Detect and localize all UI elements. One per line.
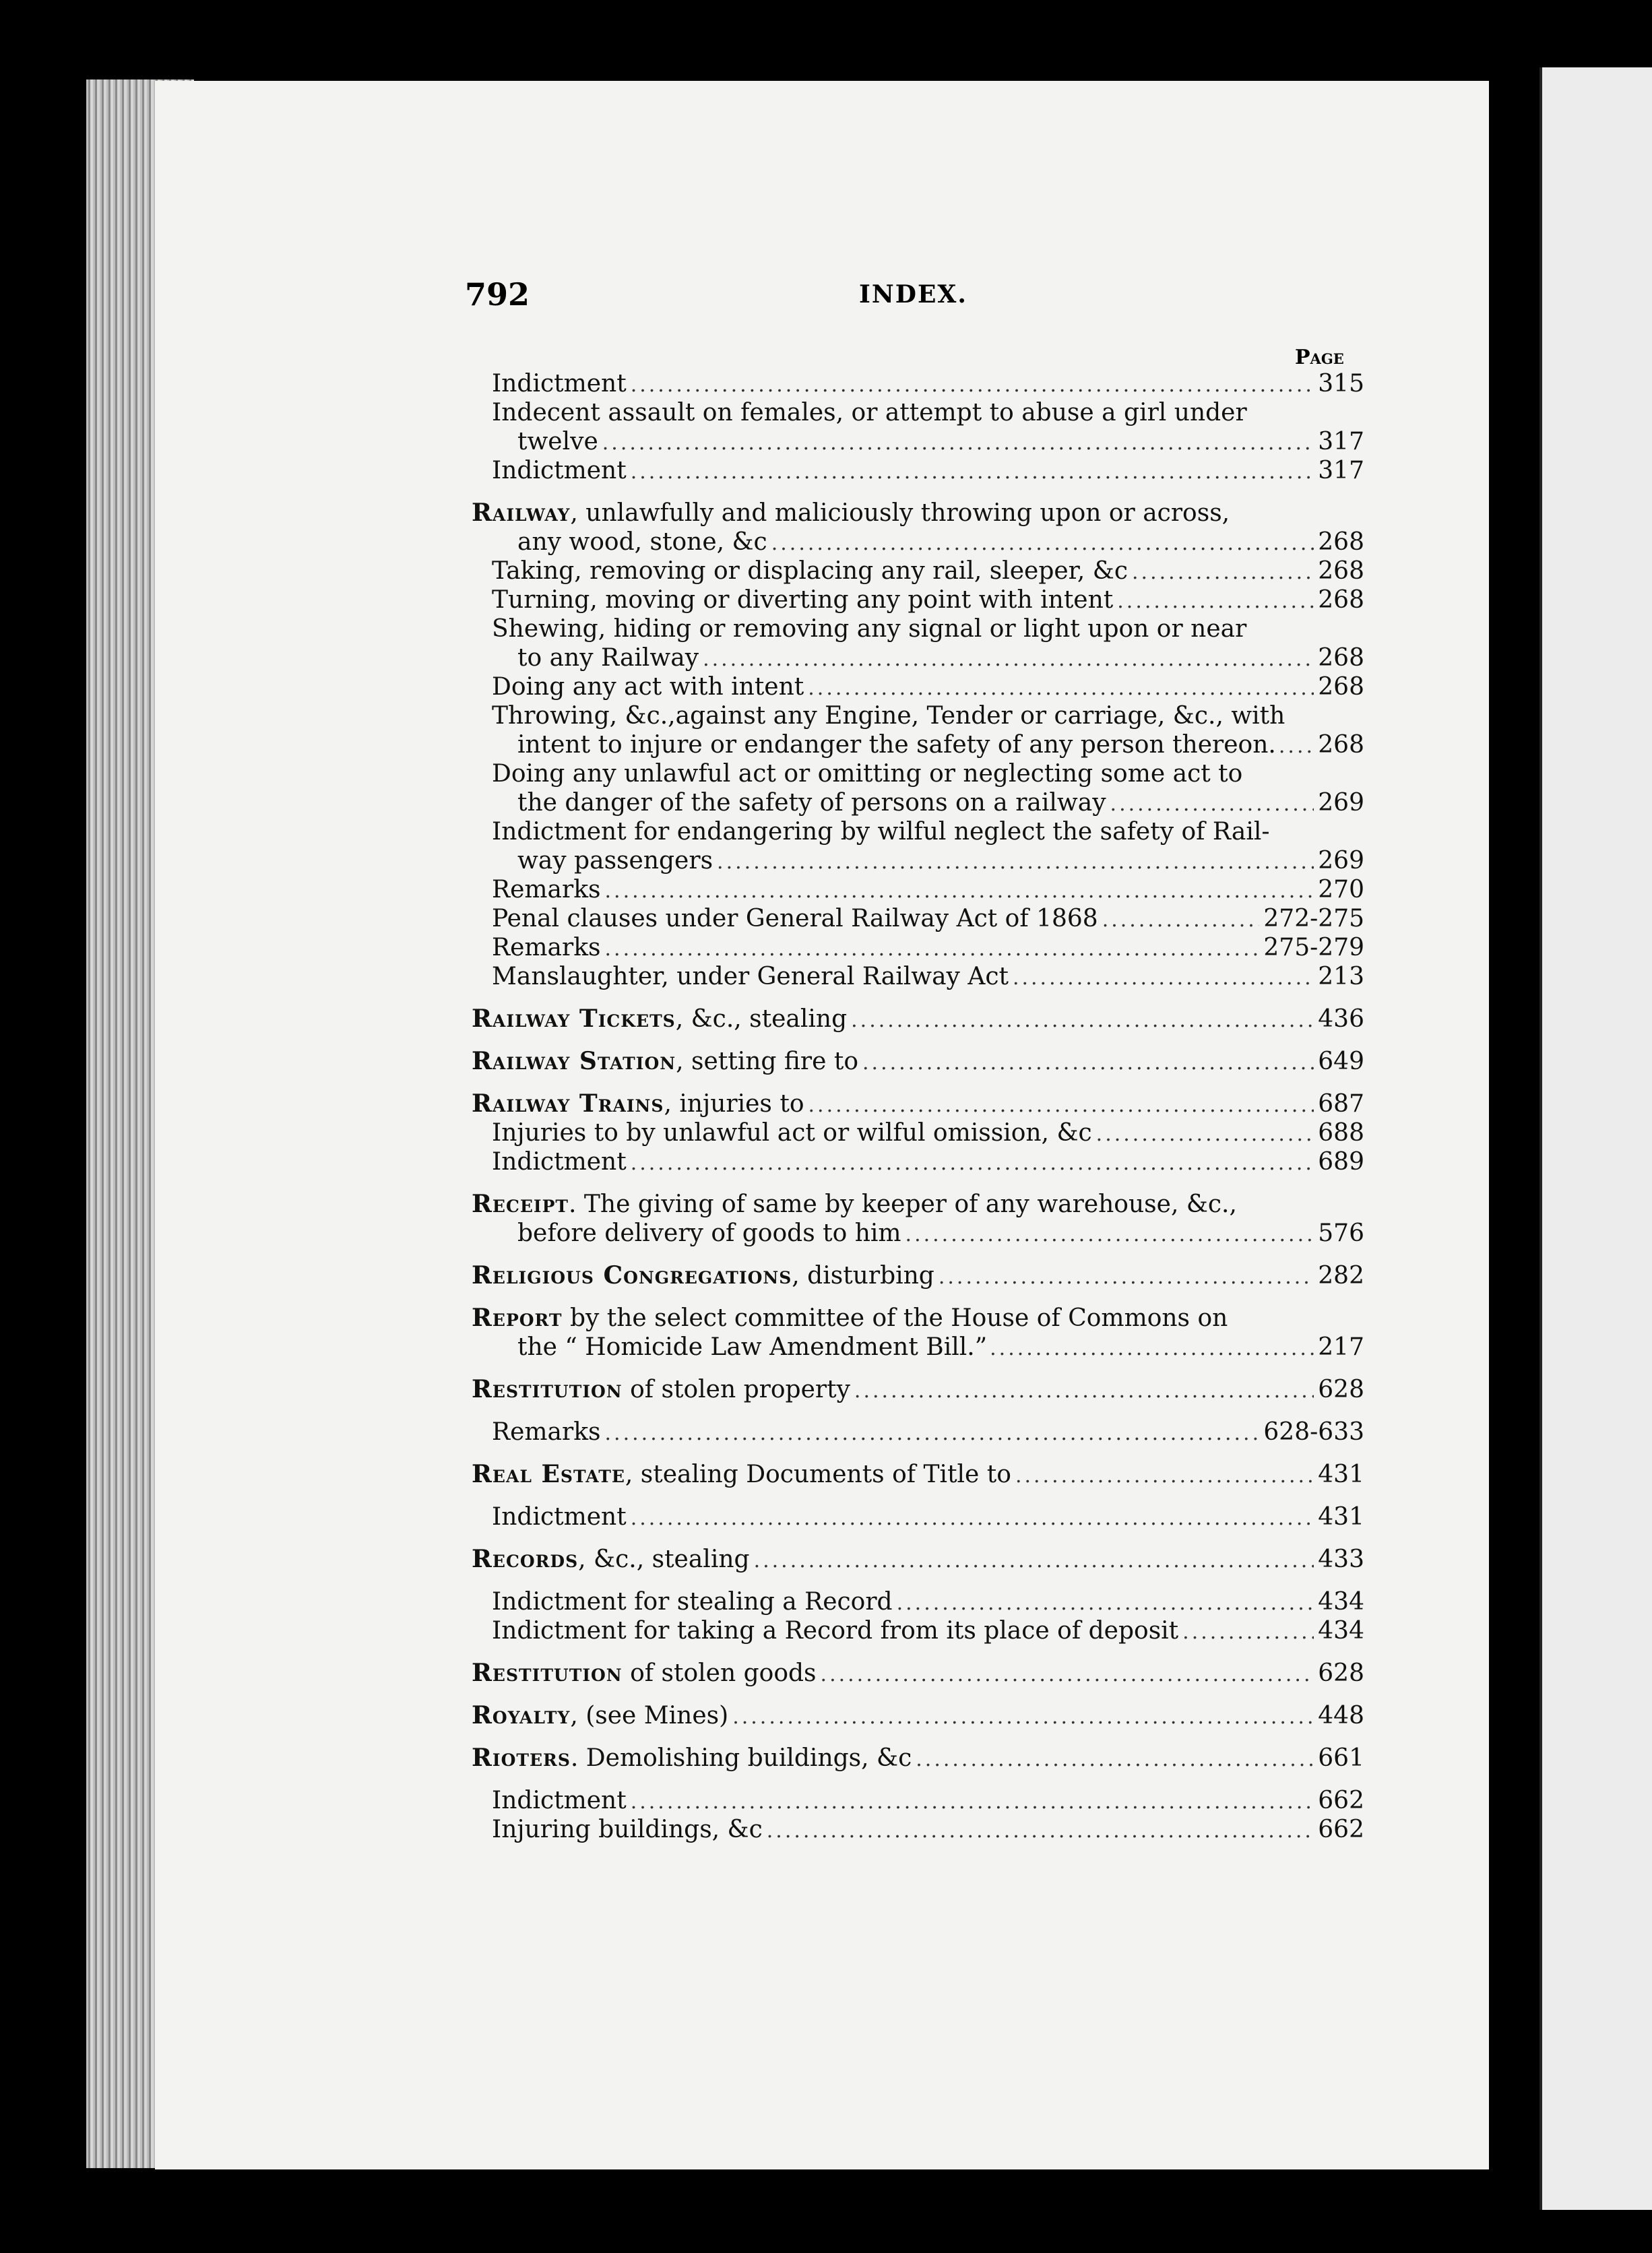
page-ref: 217 — [1318, 1333, 1364, 1361]
page-ref: 689 — [1318, 1148, 1364, 1176]
index-entry: Indictment for endangering by wilful neglect the safety of Rail- — [492, 818, 1270, 846]
page-ref: 275-279 — [1263, 934, 1364, 961]
dot-leader — [602, 429, 1314, 457]
dot-leader — [717, 848, 1314, 877]
dot-leader — [916, 1745, 1314, 1774]
index-entry: Indictment ..... 689 — [472, 1147, 1364, 1176]
page-ref: 268 — [1318, 557, 1364, 585]
page-ref: 317 — [1318, 457, 1364, 484]
page-ref: 282 — [1318, 1262, 1364, 1290]
index-entry: intent to injure or endanger the safety of any person thereon. ..... 268 — [472, 730, 1364, 759]
page-ref: 687 — [1318, 1090, 1364, 1118]
index-entry: Railway Tickets, &c., stealing ..... 436 — [472, 1005, 1364, 1034]
dot-leader — [808, 674, 1314, 703]
dot-leader — [605, 934, 1260, 963]
dot-leader — [990, 1334, 1315, 1363]
page-ref: 268 — [1318, 586, 1364, 614]
dot-leader — [906, 1220, 1314, 1249]
index-entry: Injuries to by unlawful act or wilful omission, &c ..... 688 — [472, 1118, 1364, 1147]
index-entry: Rioters. Demolishing buildings, &c ..... 661 — [472, 1744, 1364, 1773]
running-head: INDEX. — [859, 280, 967, 309]
dot-leader — [1013, 963, 1314, 992]
dot-leader — [631, 1504, 1314, 1533]
index-entry: way passengers ..... 269 — [472, 846, 1364, 875]
index-entry: Railway, unlawfully and maliciously throwing upon or across, — [472, 499, 1230, 527]
page-ref: 431 — [1318, 1503, 1364, 1531]
index-entry: Indecent assault on females, or attempt to abuse a girl under — [492, 399, 1247, 426]
page-ref: 268 — [1318, 731, 1364, 759]
facing-page-edge — [1539, 67, 1652, 2210]
page-ref: 433 — [1318, 1546, 1364, 1573]
index-entry: Receipt. The giving of same by keeper of any warehouse, &c., — [472, 1190, 1237, 1218]
dot-leader — [631, 371, 1314, 400]
dot-leader — [1117, 587, 1314, 616]
page-ref: 317 — [1318, 428, 1364, 455]
dot-leader — [939, 1263, 1314, 1292]
page-ref: 272-275 — [1263, 905, 1364, 932]
page-column-heading: Page — [1295, 346, 1344, 369]
dot-leader — [851, 1006, 1314, 1035]
index-entry: Doing any unlawful act or omitting or neglecting some act to — [492, 760, 1243, 788]
dot-leader — [1102, 906, 1260, 934]
index-entry: Doing any act with intent ..... 268 — [472, 672, 1364, 701]
dot-leader — [808, 1091, 1314, 1120]
index-entry: Penal clauses under General Railway Act of 1868 ..... 272-275 — [472, 904, 1364, 933]
page-ref: 268 — [1318, 673, 1364, 701]
page-ref: 431 — [1318, 1461, 1364, 1488]
dot-leader — [1110, 790, 1314, 819]
index-entries — [472, 369, 1364, 1844]
dot-leader — [771, 529, 1314, 558]
index-entry: Real Estate, stealing Documents of Title to ..... 431 — [472, 1460, 1364, 1489]
dot-leader — [631, 457, 1314, 486]
index-entry: Throwing, &c.,against any Engine, Tender or carriage, &c., with — [492, 702, 1285, 730]
dot-leader — [605, 877, 1314, 906]
index-entry: any wood, stone, &c ..... 268 — [472, 528, 1364, 557]
index-entry: Railway Trains, injuries to ..... 687 — [472, 1089, 1364, 1118]
index-entry: Indictment for taking a Record from its place of deposit ..... 434 — [472, 1616, 1364, 1645]
dot-leader — [732, 1703, 1314, 1732]
page-ref: 315 — [1318, 370, 1364, 398]
dot-leader — [1096, 1120, 1314, 1149]
page-ref: 268 — [1318, 644, 1364, 672]
page-ref: 576 — [1318, 1219, 1364, 1247]
dot-leader — [862, 1048, 1314, 1077]
index-entry: Religious Congregations, disturbing ..... 282 — [472, 1261, 1364, 1290]
page-ref: 434 — [1318, 1588, 1364, 1616]
index-entry: twelve ..... 317 — [472, 427, 1364, 456]
index-entry: the danger of the safety of persons on a railway ..... 269 — [472, 788, 1364, 817]
index-entry: Taking, removing or displacing any rail, sleeper, &c ..... 268 — [472, 557, 1364, 585]
dot-leader — [1132, 558, 1314, 587]
index-entry: Indictment for stealing a Record ..... 434 — [472, 1587, 1364, 1616]
dot-leader — [1279, 732, 1315, 761]
dot-leader — [754, 1546, 1314, 1575]
dot-leader — [631, 1787, 1314, 1816]
page-ref: 662 — [1318, 1787, 1364, 1814]
index-entry: Railway Station, setting fire to ..... 649 — [472, 1047, 1364, 1076]
index-entry: Manslaughter, under General Railway Act ..... 213 — [472, 962, 1364, 991]
page-ref: 269 — [1318, 789, 1364, 817]
dot-leader — [897, 1589, 1314, 1618]
page-ref: 270 — [1318, 876, 1364, 903]
index-entry: Indictment ..... 662 — [472, 1786, 1364, 1815]
index-entry: Injuring buildings, &c ..... 662 — [472, 1815, 1364, 1844]
page-ref: 688 — [1318, 1119, 1364, 1147]
index-entry: Report by the select committee of the House of Commons on — [472, 1304, 1228, 1332]
page-ref: 662 — [1318, 1816, 1364, 1843]
index-entry: before delivery of goods to him ..... 576 — [472, 1219, 1364, 1248]
index-entry: the “ Homicide Law Amendment Bill.” ..... 217 — [472, 1333, 1364, 1362]
dot-leader — [631, 1149, 1314, 1178]
page-ref: 448 — [1318, 1702, 1364, 1730]
dot-leader — [1182, 1618, 1314, 1647]
page-ref: 628 — [1318, 1659, 1364, 1687]
index-entry: Turning, moving or diverting any point with intent ..... 268 — [472, 585, 1364, 614]
dot-leader — [1015, 1461, 1314, 1490]
index-entry: Royalty, (see Mines) ..... 448 — [472, 1701, 1364, 1730]
index-entry: Remarks ..... 270 — [472, 875, 1364, 904]
index-entry: Restitution of stolen goods ..... 628 — [472, 1659, 1364, 1688]
dot-leader — [605, 1419, 1260, 1448]
page-ref: 269 — [1318, 847, 1364, 875]
page-ref: 628-633 — [1263, 1418, 1364, 1446]
index-entry: Restitution of stolen property ..... 628 — [472, 1375, 1364, 1404]
index-entry: Records, &c., stealing ..... 433 — [472, 1545, 1364, 1574]
dot-leader — [703, 645, 1314, 674]
index-entry: to any Railway ..... 268 — [472, 643, 1364, 672]
page-ref: 434 — [1318, 1617, 1364, 1645]
dot-leader — [767, 1816, 1314, 1845]
index-entry: Indictment ..... 317 — [472, 456, 1364, 485]
page-ref: 213 — [1318, 963, 1364, 990]
index-entry: Shewing, hiding or removing any signal or light upon or near — [492, 615, 1247, 643]
page-ref: 661 — [1318, 1744, 1364, 1772]
index-entry: Remarks ..... 628-633 — [472, 1418, 1364, 1447]
page-number: 792 — [465, 276, 530, 313]
page-ref: 436 — [1318, 1005, 1364, 1033]
index-entry: Indictment ..... 431 — [472, 1502, 1364, 1531]
page-ref: 649 — [1318, 1048, 1364, 1075]
index-entry: Indictment ..... 315 — [472, 369, 1364, 398]
dot-leader — [854, 1376, 1314, 1405]
page-ref: 628 — [1318, 1376, 1364, 1403]
page-header — [465, 276, 1368, 317]
index-entry: Remarks ..... 275-279 — [472, 933, 1364, 962]
page-ref: 268 — [1318, 528, 1364, 556]
dot-leader — [821, 1660, 1314, 1689]
